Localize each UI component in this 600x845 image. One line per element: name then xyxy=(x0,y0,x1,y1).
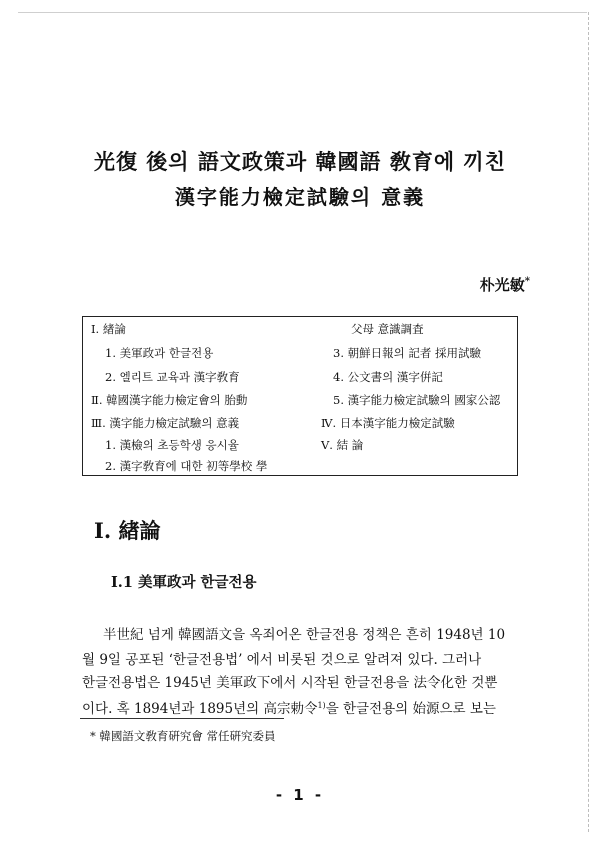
table-of-contents xyxy=(82,316,518,476)
paragraph-line: 한글전용법은 1945년 美軍政下에서 시작된 한글전용을 法令化한 것뿐 xyxy=(82,675,498,691)
toc-entry: 1. 漢檢의 초등학생 응시율 xyxy=(105,438,239,452)
section-heading: Ⅰ. 緖論 xyxy=(94,518,161,543)
toc-entry: 3. 朝鮮日報의 記者 採用試驗 xyxy=(333,346,482,360)
author-name: 朴光敏 xyxy=(479,276,525,294)
page-top-edge xyxy=(18,12,587,13)
paragraph-line: 半世紀 넘게 韓國語文을 옥죄어온 한글전용 정책은 흔히 1948년 10 xyxy=(103,627,506,643)
author xyxy=(480,274,530,295)
paragraph-text: 을 한글전용의 始源으로 보는 xyxy=(325,701,496,717)
paper-title-line-1: 光復 後의 語文政策과 韓國語 敎育에 끼친 xyxy=(94,149,506,174)
toc-entry: Ⅰ. 緖論 xyxy=(91,322,126,336)
toc-entry: Ⅳ. 日本漢字能力檢定試驗 xyxy=(321,416,455,430)
footnote xyxy=(90,728,276,744)
paper-title-line-2: 漢字能力檢定試驗의 意義 xyxy=(174,185,426,209)
author-footnote-mark: * xyxy=(524,276,530,287)
toc-entry: Ⅲ. 漢字能力檢定試驗의 意義 xyxy=(91,416,240,430)
toc-entry: 5. 漢字能力檢定試驗의 國家公認 xyxy=(333,393,501,407)
page-right-edge xyxy=(588,12,589,832)
toc-entry: 父母 意識調査 xyxy=(351,322,424,336)
toc-entry: 2. 漢字敎育에 대한 初等學校 學 xyxy=(105,459,268,473)
toc-entry: 2. 엘리트 교육과 漢字敎育 xyxy=(105,370,240,384)
paragraph-text: 이다. 혹 1894년과 1895년의 高宗勅令 xyxy=(82,701,318,717)
footnote-divider xyxy=(80,718,284,719)
toc-entry: 1. 美軍政과 한글전용 xyxy=(105,346,214,360)
paragraph-line: 월 9일 공포된 ‘한글전용법’ 에서 비롯된 것으로 알려져 있다. 그러나 xyxy=(82,652,482,668)
subsection-heading: Ⅰ.1 美軍政과 한글전용 xyxy=(111,574,257,591)
toc-entry: 4. 公文書의 漢字倂記 xyxy=(333,370,443,384)
footnote-mark: * xyxy=(90,729,96,743)
toc-entry: Ⅱ. 韓國漢字能力檢定會의 胎動 xyxy=(91,393,248,407)
paragraph-line xyxy=(82,697,496,718)
footnote-text: 韓國語文敎育硏究會 常任硏究委員 xyxy=(99,729,276,743)
page-number: - 1 - xyxy=(275,786,325,804)
toc-entry: Ⅴ. 結 論 xyxy=(321,438,364,452)
footnote-reference[interactable]: 1) xyxy=(317,701,326,710)
